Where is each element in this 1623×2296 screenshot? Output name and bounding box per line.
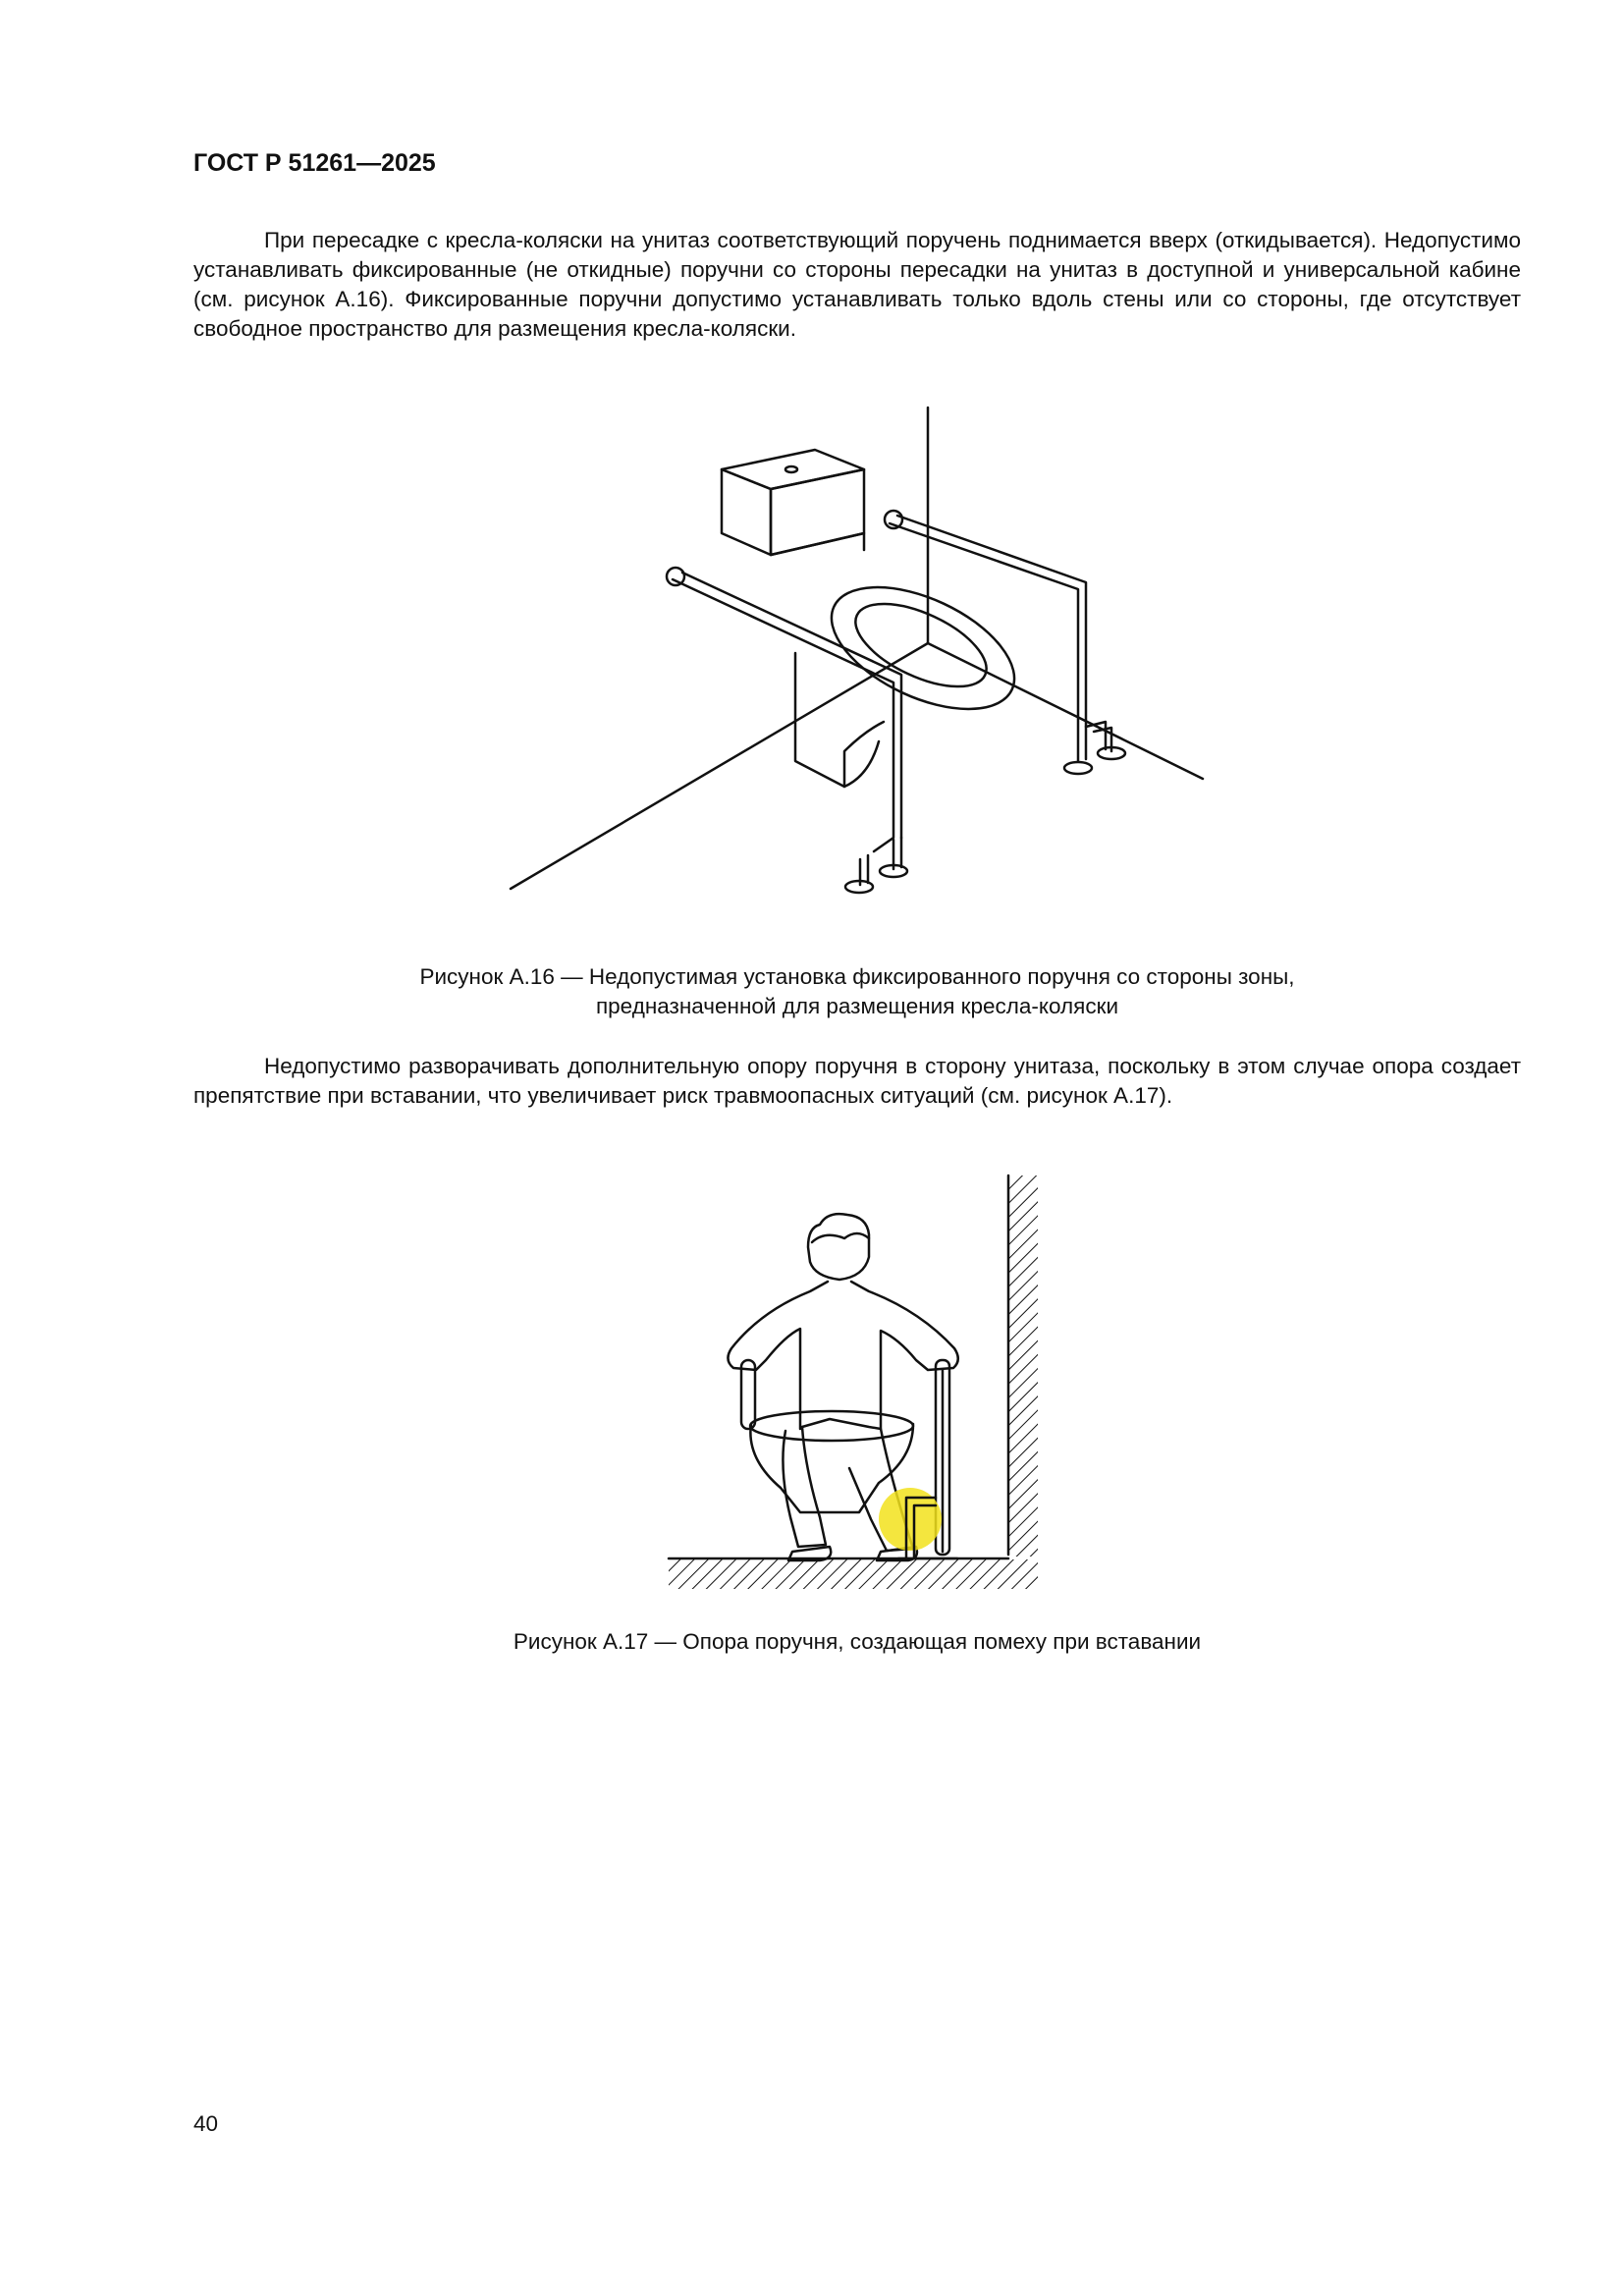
figure-a16-caption-line2: предназначенной для размещения кресла-коляски xyxy=(595,994,1119,1018)
figure-a16-caption xyxy=(193,962,1521,1021)
figure-a16-caption-line1: Рисунок А.16 — Недопустимая установка фиксированного поручня со стороны зоны, xyxy=(419,964,1295,989)
document-header: ГОСТ Р 51261—2025 xyxy=(193,149,436,177)
paragraph-rail-support: Недопустимо разворачивать дополнительную опору поручня в сторону унитаза, поскольку в этом случае опора создает препятствие при вставании, что увеличивает риск травмоопасных ситуаций (см. рисунок А.17). xyxy=(193,1054,1521,1108)
page-number: 40 xyxy=(193,2111,219,2136)
figure-a17-caption: Рисунок А.17 — Опора поручня, создающая помеху при вставании xyxy=(513,1629,1202,1654)
figure-a17-person-standing-illustration xyxy=(663,1174,1055,1596)
figure-a16-toilet-rails-illustration xyxy=(491,398,1217,899)
paragraph-transfer-rails: При пересадке с кресла-коляски на унитаз соответствующий поручень поднимается вверх (откидывается). Недопустимо устанавливать фиксированные (не откидные) поручни со стороны пересадки на унитаз в доступной и универсальной кабине (см. рисунок А.16). Фиксированные поручни допустимо устанавливать только вдоль стены или со стороны, где отсутствует свободное пространство для размещения кресла-коляски. xyxy=(193,228,1521,341)
